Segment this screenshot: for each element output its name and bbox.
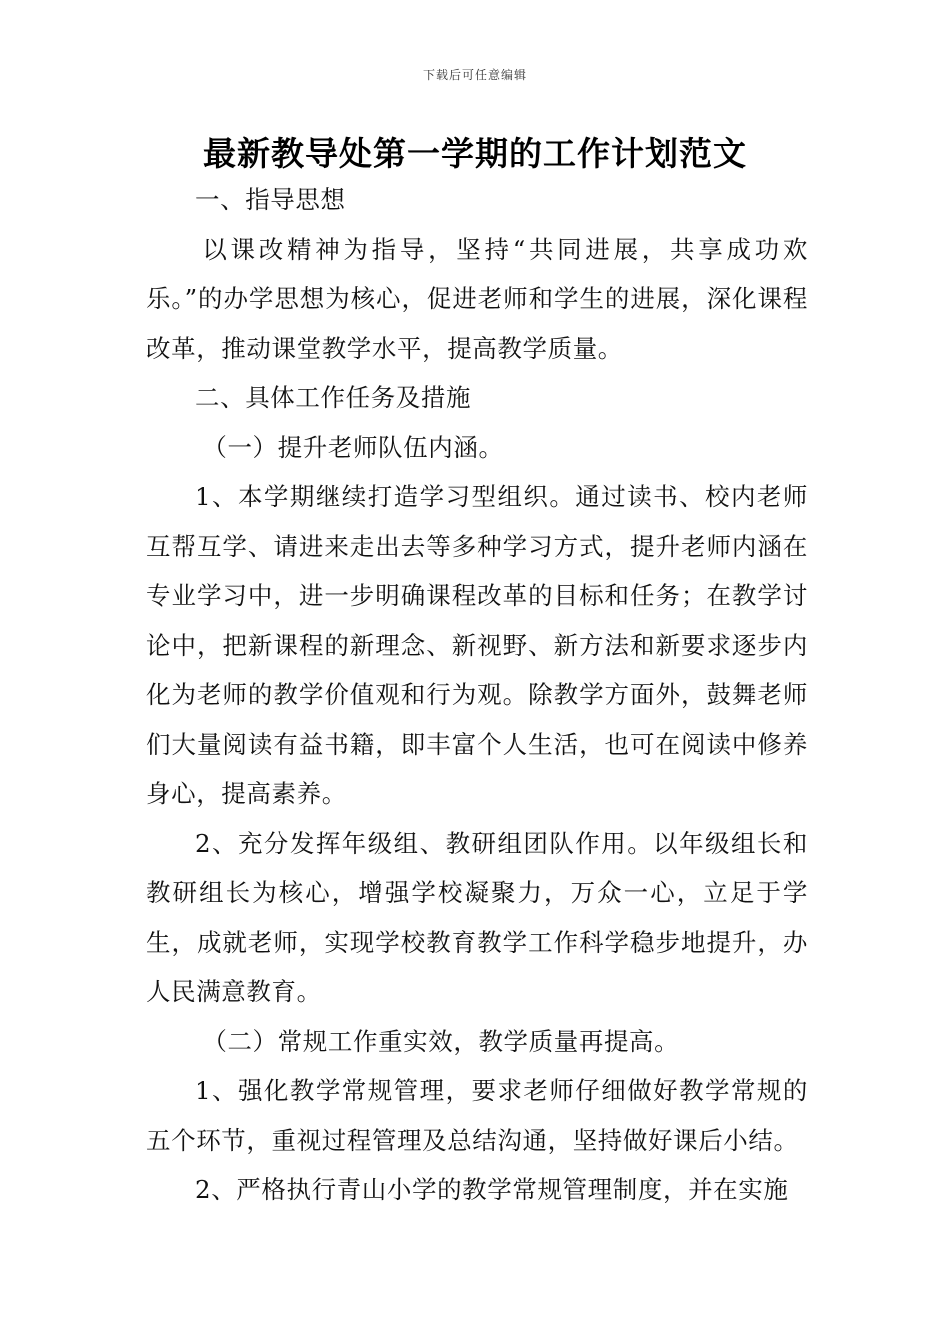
paragraph-management-system: 2、严格执行青山小学的教学常规管理制度，并在实施 bbox=[195, 1175, 789, 1204]
header-note: 下载后可任意编辑 bbox=[422, 68, 527, 82]
paragraph-learning-organization: 1、本学期继续打造学习型组织。通过读书、校内老师互帮互学、请进来走出去等多种学习方式，提升老师内涵在专业学习中，进一步明确课程改革的目标和任务；在教学讨论中，把新课程的新理念、新视野、新方法和新要求逐步内化为老师的教学价值观和行为观。除教学方面外，鼓舞老师们大量阅读有益书籍，即丰富个人生活，也可在阅读中修养身心，提高素养。 bbox=[146, 482, 808, 808]
paragraph-team-role: 2、充分发挥年级组、教研组团队作用。以年级组长和教研组长为核心，增强学校凝聚力，万众一心，立足于学生，成就老师，实现学校教育教学工作科学稳步地提升，办人民满意教育。 bbox=[146, 828, 808, 1006]
paragraph-routine-management: 1、强化教学常规管理，要求老师仔细做好教学常规的五个环节，重视过程管理及总结沟通，坚持做好课后小结。 bbox=[146, 1076, 808, 1155]
section-heading-guiding-ideology: 一、指导思想 bbox=[195, 185, 346, 214]
document-body bbox=[146, 175, 808, 1215]
document-title: 最新教导处第一学期的工作计划范文 bbox=[203, 134, 747, 173]
subsection-heading-routine-work: （二）常规工作重实效，教学质量再提高。 bbox=[202, 1026, 680, 1056]
paragraph-guiding-ideology: 以课改精神为指导，坚持“共同进展，共享成功欢乐。”的办学思想为核心，促进老师和学生的进展，深化课程改革，推动课堂教学水平，提高教学质量。 bbox=[146, 234, 808, 363]
section-heading-tasks-measures: 二、具体工作任务及措施 bbox=[195, 383, 472, 412]
subsection-heading-teacher-team: （一）提升老师队伍内涵。 bbox=[202, 432, 504, 462]
